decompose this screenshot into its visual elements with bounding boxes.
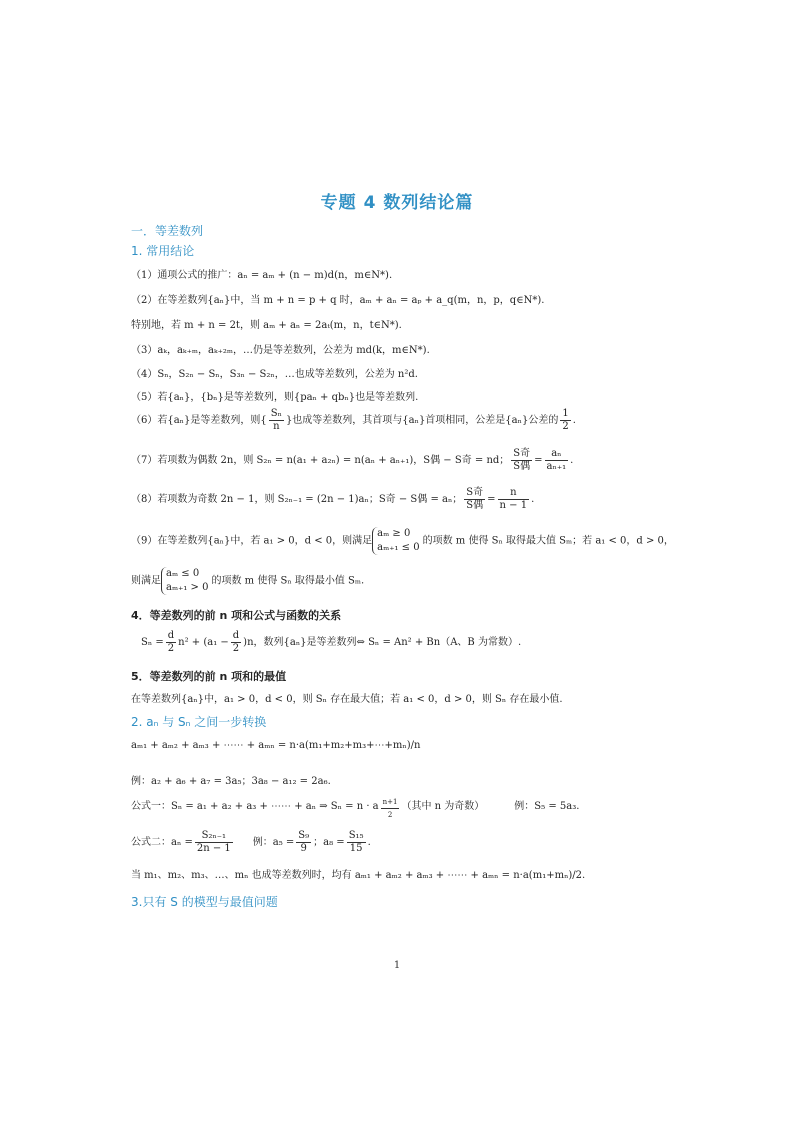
equals-sign: =: [534, 455, 543, 466]
section-heading-sum-function: 4．等差数列的前 n 项和公式与函数的关系: [131, 609, 342, 622]
fraction-s9-over-9: [296, 830, 311, 855]
fraction-numerator: S₂ₙ₋₁: [195, 830, 233, 843]
fraction-numerator: n: [498, 487, 530, 500]
inequality: aₘ ≥ 0: [377, 528, 411, 539]
fraction-s15-over-15: [347, 830, 366, 855]
section-heading-arithmetic: 一．等差数列: [131, 224, 204, 238]
conclusion-7: （7）若项数为偶数 2n，则 S₂ₙ = n(a₁ + a₂ₙ) = n(aₙ + aₙ₊₁)，S偶 − S奇 = nd； $\frac{\text{S奇}}{\text{S偶}}$ = $\frac{\text{aₙ}}{\text{aₙ₊₁}}$ .: [131, 448, 574, 472]
fraction-denominator: n: [273, 421, 280, 432]
conclusion-7-text: （7）若项数为偶数 2n，则 S₂ₙ = n(a₁ + a₂ₙ) = n(aₙ + aₙ₊₁)，S偶 − S奇 = nd；: [131, 455, 510, 466]
fraction-s-odd-over-s-even: [464, 487, 485, 512]
fraction-denominator: 2: [387, 811, 393, 819]
subscript-fraction: [381, 796, 400, 821]
page-title: 专题 4 数列结论篇: [320, 193, 474, 213]
fraction-numerator: Sₙ: [270, 408, 282, 419]
example-1: 例：a₂ + a₆ + a₇ = 3a₅；3a₈ − a₁₂ = 2a₆.: [131, 776, 331, 787]
conclusion-9-cont: [131, 567, 364, 595]
fraction-denominator: 9: [300, 843, 307, 854]
sum-function-formula: [141, 630, 521, 655]
system-of-inequalities: [161, 567, 208, 595]
formula-one: [131, 796, 579, 821]
page-number: 1: [393, 960, 401, 971]
conclusion-1: （1）通项公式的推广：aₙ = aₘ + (n − m)d(n，m∈N*).: [131, 270, 393, 281]
fraction-numerator: S₉: [298, 830, 310, 841]
conclusion-9: [131, 527, 674, 555]
fraction-an-over-an1: [545, 448, 569, 473]
fraction-denominator: n − 1: [499, 500, 528, 511]
fraction-denominator: 2: [167, 643, 175, 654]
fraction-numerator: aₙ: [545, 448, 569, 461]
fraction-numerator: n+1: [381, 796, 400, 809]
fraction-numerator: 1: [562, 408, 569, 419]
fraction-d-over-2: [166, 630, 176, 655]
conclusion-5: （5）若{aₙ}，{bₙ}是等差数列，则{paₙ + qbₙ}也是等差数列.: [131, 392, 419, 403]
conclusion-4: （4）Sₙ，S₂ₙ − Sₙ，S₃ₙ − S₂ₙ，…也成等差数列，公差为 n²d.: [131, 369, 418, 380]
equals-sign: =: [487, 494, 496, 505]
fraction-denominator: 2n − 1: [196, 843, 231, 854]
conclusion-9-text-b: 的项数 m 使得 Sₙ 取得最大值 Sₘ；若 a₁ < 0，d > 0，: [422, 535, 674, 547]
index-average-formula: aₘ₁ + aₘ₂ + aₘ₃ + ⋯⋯ + aₘₙ = n·a(m₁+m₂+m₃+⋯+mₙ)/n: [131, 740, 421, 751]
conclusion-6: （6）若{aₙ}是等差数列，则{ $\frac{\text{Sₙ}}{n}$ }也成等差数列，其首项与{aₙ}首项相同，公差是{aₙ}公差的 $\frac{1}{2}$ .: [131, 408, 576, 432]
fraction-denominator: S偶: [513, 461, 531, 472]
formula-two: 公式二：aₙ = $\frac{\text{S₂ₙ₋₁}}{2n - 1}$ 例：a₅ = $\frac{\text{S₉}}{9}$ ；a₈ = $\frac{\text{S₁₅}}{15}$ .: [131, 830, 371, 854]
fraction-d-over-2: [231, 630, 241, 655]
example-text: 例：a₅ =: [252, 837, 295, 848]
fraction-numerator: S奇: [513, 448, 531, 459]
conclusion-3: （3）aₖ，aₖ₊ₘ，aₖ₊₂ₘ，…仍是等差数列，公差为 md(k，m∈N*).: [131, 345, 430, 356]
section-heading-s-only-model: 3.只有 S 的模型与最值问题: [131, 895, 278, 909]
fraction-n-over-n-minus-1: [498, 487, 530, 512]
section-heading-an-sn-conversion: 2. aₙ 与 Sₙ 之间一步转换: [131, 715, 267, 729]
inequality: aₘ ≤ 0: [166, 568, 200, 579]
fraction-denominator: 2: [562, 421, 569, 432]
fraction-numerator: S₁₅: [348, 830, 364, 841]
fraction-numerator: S奇: [466, 487, 484, 498]
fraction-denominator: aₙ₊₁: [546, 461, 567, 472]
fraction-denominator: S偶: [466, 500, 484, 511]
conclusion-8-text: （8）若项数为奇数 2n − 1，则 S₂ₙ₋₁ = (2n − 1)aₙ；S奇 − S偶 = aₙ；: [131, 494, 463, 505]
fraction-numerator: d: [167, 630, 175, 641]
conclusion-9-text-a: （9）在等差数列{aₙ}中，若 a₁ > 0，d < 0，则满足: [131, 535, 373, 547]
fraction-numerator: d: [232, 630, 240, 641]
arithmetic-index-note: 当 m₁、m₂、m₃、…、mₙ 也成等差数列时，均有 aₘ₁ + aₘ₂ + aₘ₃ + ⋯⋯ + aₘₙ = n·a(m₁+mₙ)/2.: [131, 870, 586, 881]
fraction-s-odd-over-s-even: [511, 448, 532, 473]
fraction-one-half: [560, 408, 570, 433]
conclusion-8: （8）若项数为奇数 2n − 1，则 S₂ₙ₋₁ = (2n − 1)aₙ；S奇 − S偶 = aₙ； $\frac{\text{S奇}}{\text{S偶}}$ = $\frac{n}{n - 1}$ .: [131, 487, 535, 511]
formula-text: Sₙ =: [141, 637, 164, 648]
conclusion-2: （2）在等差数列{aₙ}中，当 m + n = p + q 时，aₘ + aₙ = aₚ + a_q(m，n，p，q∈N*).: [131, 295, 545, 306]
formula-note: （其中 n 为奇数）: [401, 801, 485, 812]
fraction-s2n-1-over-2n-1: [195, 830, 233, 855]
conclusion-6-text-b: }也成等差数列，其首项与{aₙ}首项相同，公差是{aₙ}公差的: [285, 415, 559, 426]
conclusion-9-text-c: 则满足: [131, 575, 161, 587]
example-text: 例：S₅ = 5a₃.: [514, 801, 580, 812]
system-of-inequalities: [372, 527, 419, 555]
fraction-denominator: 2: [232, 643, 240, 654]
formula-text: 公式二：aₙ =: [131, 837, 193, 848]
fraction-denominator: 15: [349, 843, 363, 854]
conclusion-9-text-d: 的项数 m 使得 Sₙ 取得最小值 Sₘ.: [211, 575, 365, 587]
section-heading-common-conclusions: 1. 常用结论: [131, 244, 195, 258]
example-text: ；a₈ =: [313, 837, 345, 848]
section-heading-sum-extreme: 5．等差数列的前 n 项和的最值: [131, 670, 287, 683]
fraction-sn-over-n: [269, 408, 284, 433]
sum-extreme-text: 在等差数列{aₙ}中，a₁ > 0，d < 0，则 Sₙ 存在最大值；若 a₁ < 0，d > 0，则 Sₙ 存在最小值.: [131, 694, 563, 705]
inequality: aₘ₊₁ ≤ 0: [377, 542, 420, 553]
inequality: aₘ₊₁ > 0: [166, 582, 209, 593]
formula-text: 公式一：Sₙ = a₁ + a₂ + a₃ + ⋯⋯ + aₙ ⇒ Sₙ = n · a: [131, 801, 379, 812]
formula-text: n² + (a₁ −: [178, 637, 229, 648]
conclusion-2-special: 特别地，若 m + n = 2t，则 aₘ + aₙ = 2aₜ(m，n，t∈N*).: [131, 320, 402, 331]
conclusion-6-text-a: （6）若{aₙ}是等差数列，则{: [131, 415, 267, 426]
formula-text: )n，数列{aₙ}是等差数列⇔ Sₙ = An² + Bn（A、B 为常数）.: [243, 637, 522, 648]
